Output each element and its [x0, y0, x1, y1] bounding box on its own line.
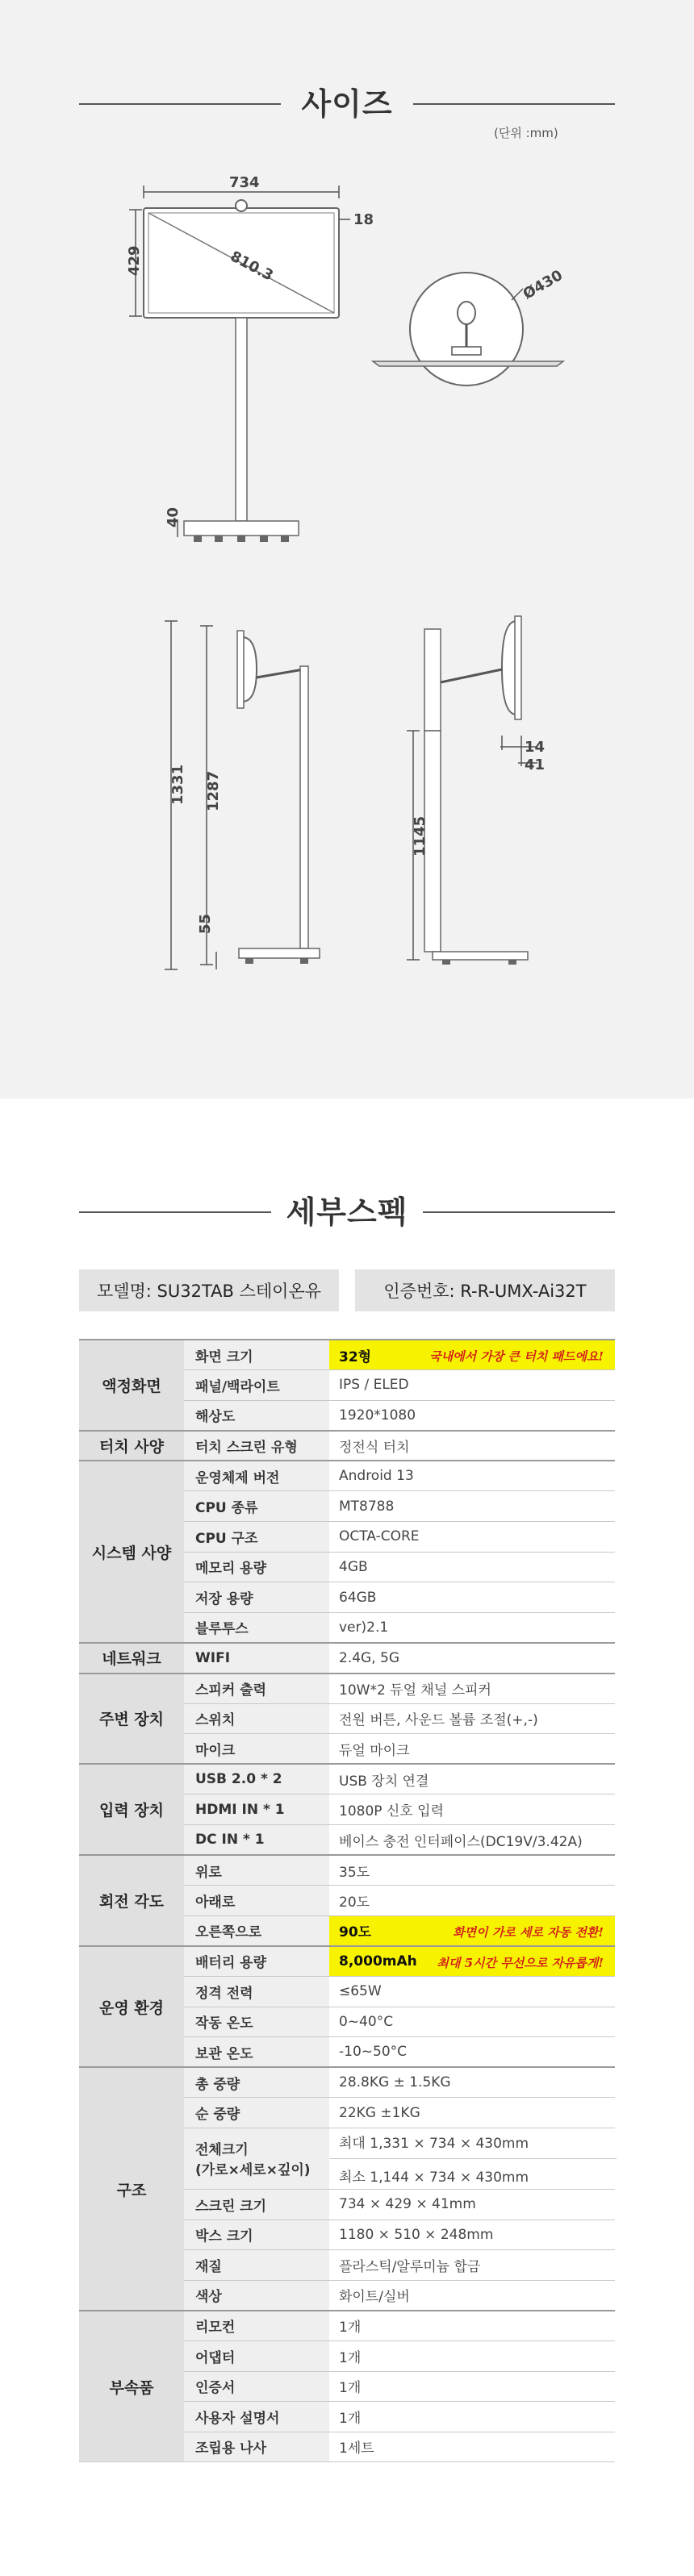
spec-value	[329, 1370, 615, 1401]
profile-view-drawing	[407, 616, 537, 965]
side-view-drawing	[165, 621, 320, 969]
side-total-label: 1331	[169, 764, 186, 805]
spec-category: 운영 환경	[79, 1946, 184, 2067]
spec-row	[79, 2067, 615, 2098]
spec-label: 사용자 설명서	[184, 2402, 329, 2432]
spec-value-text: 20도	[339, 1894, 370, 1911]
spec-category: 네트워크	[79, 1643, 184, 1674]
spec-value	[329, 2432, 615, 2462]
spec-label: CPU 구조	[184, 1522, 329, 1553]
spec-value	[329, 1886, 615, 1916]
spec-value	[329, 2220, 615, 2250]
spec-value-text: Android 13	[339, 1468, 414, 1485]
spec-label: 작동 온도	[184, 2007, 329, 2037]
spec-category: 부속품	[79, 2311, 184, 2462]
spec-value	[329, 1976, 615, 2007]
spec-row	[79, 1764, 615, 1794]
handwritten-note: 최대 5시간 무선으로 자유롭게!	[437, 1955, 604, 1970]
spec-value	[329, 2250, 615, 2281]
spec-value-text: 최대 1,331 × 734 × 430mm	[339, 2135, 529, 2152]
spec-value	[329, 1946, 615, 1977]
spec-value	[329, 2371, 615, 2402]
spec-value	[329, 1522, 615, 1553]
spec-label: 스위치	[184, 1703, 329, 1734]
spec-table	[79, 1339, 615, 2462]
spec-value-text: 734 × 429 × 41mm	[339, 2196, 476, 2213]
spec-label: 마이크	[184, 1734, 329, 1765]
spec-value-text: 64GB	[339, 1589, 377, 1606]
spec-value	[329, 1582, 615, 1613]
spec-value-text: 8,000mAh	[339, 1953, 417, 1970]
spec-value-text: -10~50°C	[339, 2044, 408, 2061]
profile-depth-a-label: 14	[525, 739, 546, 756]
side-base-label: 55	[197, 913, 214, 934]
spec-row	[79, 1340, 615, 1370]
spec-label: 해상도	[184, 1400, 329, 1431]
spec-value-text: 90도	[339, 1924, 372, 1941]
spec-value	[329, 1794, 615, 1825]
spec-category: 입력 장치	[79, 1764, 184, 1855]
spec-value	[329, 2007, 615, 2037]
spec-row	[79, 2311, 615, 2341]
profile-depth-b-label: 41	[525, 757, 546, 773]
spec-value-text: 1개	[339, 2349, 362, 2366]
spec-value	[329, 2189, 615, 2220]
spec-value-text: 10W*2 듀얼 채널 스피커	[339, 1682, 491, 1699]
spec-label: 조립용 나사	[184, 2432, 329, 2462]
spec-value-text: 1180 × 510 × 248mm	[339, 2226, 494, 2243]
spec-value-text: 1세트	[339, 2441, 374, 2457]
spec-value	[329, 2037, 615, 2068]
spec-value-text-2: 최소 1,144 × 734 × 430mm	[329, 2158, 617, 2186]
spec-value-text: ver)2.1	[339, 1619, 389, 1636]
spec-value	[329, 1461, 615, 1491]
spec-label: 화면 크기	[184, 1340, 329, 1370]
spec-value	[329, 1674, 615, 1704]
front-height-label: 429	[126, 245, 143, 276]
spec-label: 재질	[184, 2250, 329, 2281]
spec-value-text: 듀얼 마이크	[339, 1742, 410, 1759]
spec-label: 위로	[184, 1855, 329, 1886]
spec-row	[79, 1946, 615, 1977]
spec-label: 블루투스	[184, 1612, 329, 1643]
spec-value-text: 정전식 터치	[339, 1440, 410, 1457]
spec-label: 박스 크기	[184, 2220, 329, 2250]
spec-label: 배터리 용량	[184, 1946, 329, 1977]
spec-value	[329, 1643, 615, 1674]
profile-height-label: 1145	[412, 815, 429, 857]
spec-value	[329, 2311, 615, 2341]
spec-category: 주변 장치	[79, 1674, 184, 1765]
spec-label: 색상	[184, 2280, 329, 2311]
spec-label: 리모컨	[184, 2311, 329, 2341]
front-view-drawing	[129, 185, 350, 542]
spec-label: HDMI IN * 1	[184, 1794, 329, 1825]
handwritten-note: 화면이 가로 세로 자동 전환!	[453, 1924, 604, 1940]
spec-label: 스크린 크기	[184, 2189, 329, 2220]
spec-value	[329, 1703, 615, 1734]
spec-value-text: MT8788	[339, 1498, 395, 1515]
spec-label: 총 중량	[184, 2067, 329, 2098]
spec-heading	[0, 1187, 694, 1236]
spec-label: 아래로	[184, 1886, 329, 1916]
spec-label: 운영체제 버전	[184, 1461, 329, 1491]
spec-value	[329, 1855, 615, 1886]
spec-value-text: 1개	[339, 2410, 362, 2427]
spec-label: 패널/백라이트	[184, 1370, 329, 1401]
spec-value	[329, 2280, 615, 2311]
spec-value	[329, 1612, 615, 1643]
spec-category: 액정화면	[79, 1340, 184, 1431]
spec-value	[329, 1552, 615, 1582]
spec-label: 어댑터	[184, 2340, 329, 2371]
spec-value-text: 4GB	[339, 1558, 368, 1575]
size-section	[0, 0, 694, 1098]
base-height-label: 40	[165, 506, 182, 527]
spec-value-text: USB 장치 연결	[339, 1773, 429, 1790]
dimension-drawings	[0, 0, 694, 1098]
spec-category: 시스템 사양	[79, 1461, 184, 1643]
spec-label: 정격 전력	[184, 1976, 329, 2007]
base-diameter-label: Ø430	[520, 266, 566, 303]
spec-row	[79, 1855, 615, 1886]
spec-label: 인증서	[184, 2371, 329, 2402]
spec-label: 오른쪽으로	[184, 1915, 329, 1946]
spec-label: USB 2.0 * 2	[184, 1764, 329, 1794]
size-title: 사이즈	[301, 86, 393, 122]
spec-label: 터치 스크린 유형	[184, 1431, 329, 1461]
spec-value	[329, 2098, 615, 2128]
spec-value-text: 플라스틱/알루미늄 합금	[339, 2258, 481, 2275]
spec-value-text: 1920*1080	[339, 1407, 416, 1423]
spec-category: 터치 사양	[79, 1431, 184, 1461]
spec-value-text: 전원 버튼, 사운드 볼륨 조절(+,-)	[339, 1712, 538, 1729]
spec-value	[329, 1400, 615, 1431]
spec-row	[79, 1674, 615, 1704]
spec-label: DC IN * 1	[184, 1825, 329, 1856]
spec-value-text: 2.4G, 5G	[339, 1649, 400, 1666]
front-width-label: 734	[229, 174, 260, 191]
spec-label: 메모리 용량	[184, 1552, 329, 1582]
spec-value	[329, 1825, 615, 1856]
spec-value-text: 1개	[339, 2320, 362, 2336]
spec-value-text: IPS / ELED	[339, 1377, 409, 1394]
spec-value-text: 1080P 신호 입력	[339, 1803, 445, 1820]
spec-value	[329, 1431, 615, 1461]
spec-row	[79, 1461, 615, 1491]
spec-row	[79, 1431, 615, 1461]
spec-title: 세부스펙	[286, 1194, 408, 1230]
spec-value	[329, 1915, 615, 1946]
spec-row	[79, 1643, 615, 1674]
spec-label: 스피커 출력	[184, 1674, 329, 1704]
spec-value	[329, 1734, 615, 1765]
spec-value	[329, 2067, 615, 2098]
spec-value-text: ≤65W	[339, 1983, 382, 2000]
spec-value-text: OCTA-CORE	[339, 1528, 420, 1545]
spec-value-text: 28.8KG ± 1.5KG	[339, 2074, 451, 2091]
spec-category: 구조	[79, 2067, 184, 2311]
spec-label: 순 중량	[184, 2098, 329, 2128]
spec-label: 보관 온도	[184, 2037, 329, 2068]
handwritten-note: 국내에서 가장 큰 터치 패드에요!	[429, 1349, 604, 1364]
spec-value-text: 0~40°C	[339, 2013, 394, 2030]
spec-value-text: 32형	[339, 1348, 372, 1365]
spec-value	[329, 1764, 615, 1794]
spec-value-text: 1개	[339, 2380, 362, 2397]
cert-number-box: 인증번호: R-R-UMX-Ai32T	[355, 1269, 615, 1311]
spec-value-text: 35도	[339, 1864, 370, 1881]
spec-value	[329, 2340, 615, 2371]
side-inner-label: 1287	[205, 770, 222, 811]
spec-value	[329, 2402, 615, 2432]
spec-value-text: 베이스 충전 인터페이스(DC19V/3.42A)	[339, 1833, 583, 1850]
unit-label: (단위 :mm)	[494, 126, 558, 140]
diagonal-label: 810.3	[227, 248, 276, 285]
spec-value	[329, 1340, 615, 1370]
spec-label: CPU 종류	[184, 1491, 329, 1522]
camera-offset-label: 18	[353, 211, 374, 228]
spec-value-text: 22KG ±1KG	[339, 2104, 420, 2121]
spec-value	[329, 2128, 615, 2189]
spec-label: 전체크기 (가로×세로×깊이)	[184, 2128, 329, 2189]
spec-category: 회전 각도	[79, 1855, 184, 1946]
spec-label: 저장 용량	[184, 1582, 329, 1613]
spec-value	[329, 1491, 615, 1522]
spec-label: WIFI	[184, 1643, 329, 1674]
spec-value-text: 화이트/실버	[339, 2289, 410, 2306]
model-name-box: 모델명: SU32TAB 스테이온유	[79, 1269, 339, 1311]
